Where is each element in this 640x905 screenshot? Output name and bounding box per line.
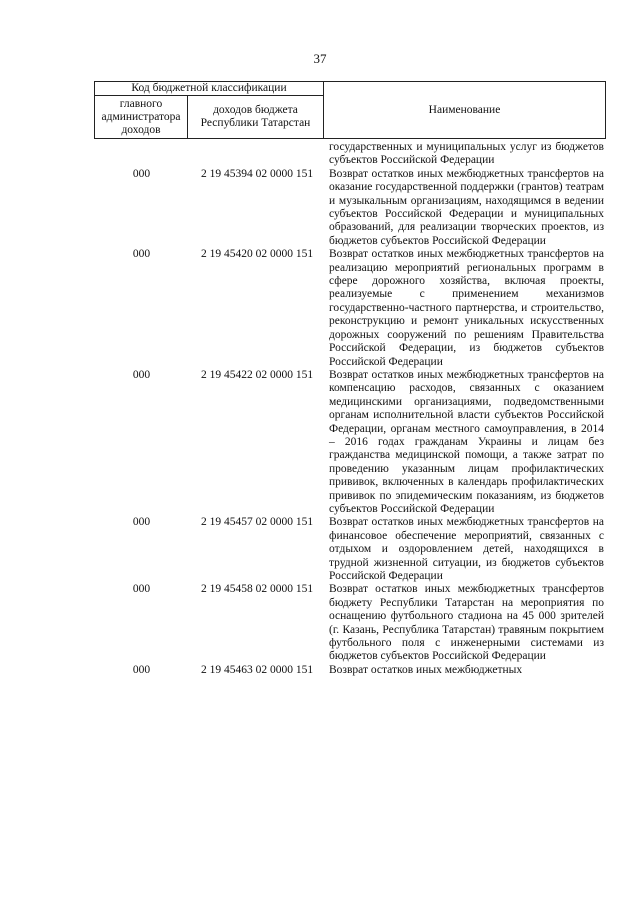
- revenue-code: 2 19 45458 02 0000 151: [200, 583, 314, 596]
- budget-classification-code-header: Код бюджетной классификации: [95, 82, 324, 96]
- admin-code: 000: [132, 248, 151, 261]
- classification-table-body: [94, 141, 606, 677]
- admin-column-header: главного администратора доходов: [95, 96, 188, 139]
- revenue-code: 2 19 45394 02 0000 151: [200, 167, 314, 180]
- admin-code: 000: [132, 583, 151, 596]
- table-row: [94, 168, 606, 248]
- revenue-name: Возврат остатков иных межбюджетных трансфертов на реализацию мероприятий региональных программ в сфере дорожного хозяйства, включая проекты, реализуемые с применением механизмов государственно-частного партнерства, и строительство, реконструкцию и ремонт уникальных искусственных дорожных сооружений по решениям Правительства Российской Федерации, из бюджетов субъектов Российской Федерации: [329, 248, 604, 368]
- revenue-code: 2 19 45457 02 0000 151: [200, 516, 314, 529]
- revenue-code: 2 19 45463 02 0000 151: [200, 663, 314, 676]
- page-number: 37: [313, 51, 327, 66]
- revenue-code: 2 19 45420 02 0000 151: [200, 248, 314, 261]
- classification-table-header: [94, 81, 606, 139]
- revenue-column-header: доходов бюджета Республики Татарстан: [188, 96, 324, 139]
- table-row: [94, 516, 606, 583]
- revenue-name: Возврат остатков иных межбюджетных трансфертов на компенсацию расходов, связанных с оказанием медицинскими организациями, подведомственными органам исполнительной власти субъектов Российской Федерации, органам местного самоуправления, в 2014 – 2016 годах гражданам Украины и лицам без гражданства медицинской помощи, а также затрат по проведению указанным лицам профилактических прививок, включенных в календарь профилактических прививок по эпидемическим показаниям, из бюджетов субъектов Российской Федерации: [329, 368, 604, 515]
- table-row: [94, 248, 606, 369]
- continuation-text: государственных и муниципальных услуг из бюджетов субъектов Российской Федерации: [329, 141, 604, 167]
- admin-code: 000: [132, 663, 151, 676]
- continuation-row: [94, 141, 606, 168]
- revenue-name: Возврат остатков иных межбюджетных трансфертов на финансовое обеспечение мероприятий, связанных с отдыхом и оздоровлением детей, находящихся в трудной жизненной ситуации, из бюджетов субъектов Российской Федерации: [329, 516, 604, 582]
- revenue-name: Возврат остатков иных межбюджетных трансфертов бюджету Республики Татарстан на мероприятия по оснащению футбольного стадиона на 45 000 зрителей (г. Казань, Республика Татарстан) травяным покрытием футбольного поля с инженерными системами из бюджетов субъектов Российской Федерации: [329, 583, 604, 663]
- admin-code: 000: [132, 516, 151, 529]
- table-row: [94, 369, 606, 516]
- table-row: [94, 664, 606, 677]
- table-row: [94, 583, 606, 663]
- revenue-name: Возврат остатков иных межбюджетных трансфертов на оказание государственной поддержки (грантов) театрам и музыкальным организациям, находящимся в ведении субъектов Российской Федерации и муниципальных образований, для реализации творческих проектов, из бюджетов субъектов Российской Федерации: [329, 167, 604, 247]
- revenue-name: Возврат остатков иных межбюджетных: [329, 663, 523, 676]
- admin-code: 000: [132, 167, 151, 180]
- admin-code: 000: [132, 368, 151, 381]
- revenue-code: 2 19 45422 02 0000 151: [200, 368, 314, 381]
- name-column-header: Наименование: [324, 82, 606, 139]
